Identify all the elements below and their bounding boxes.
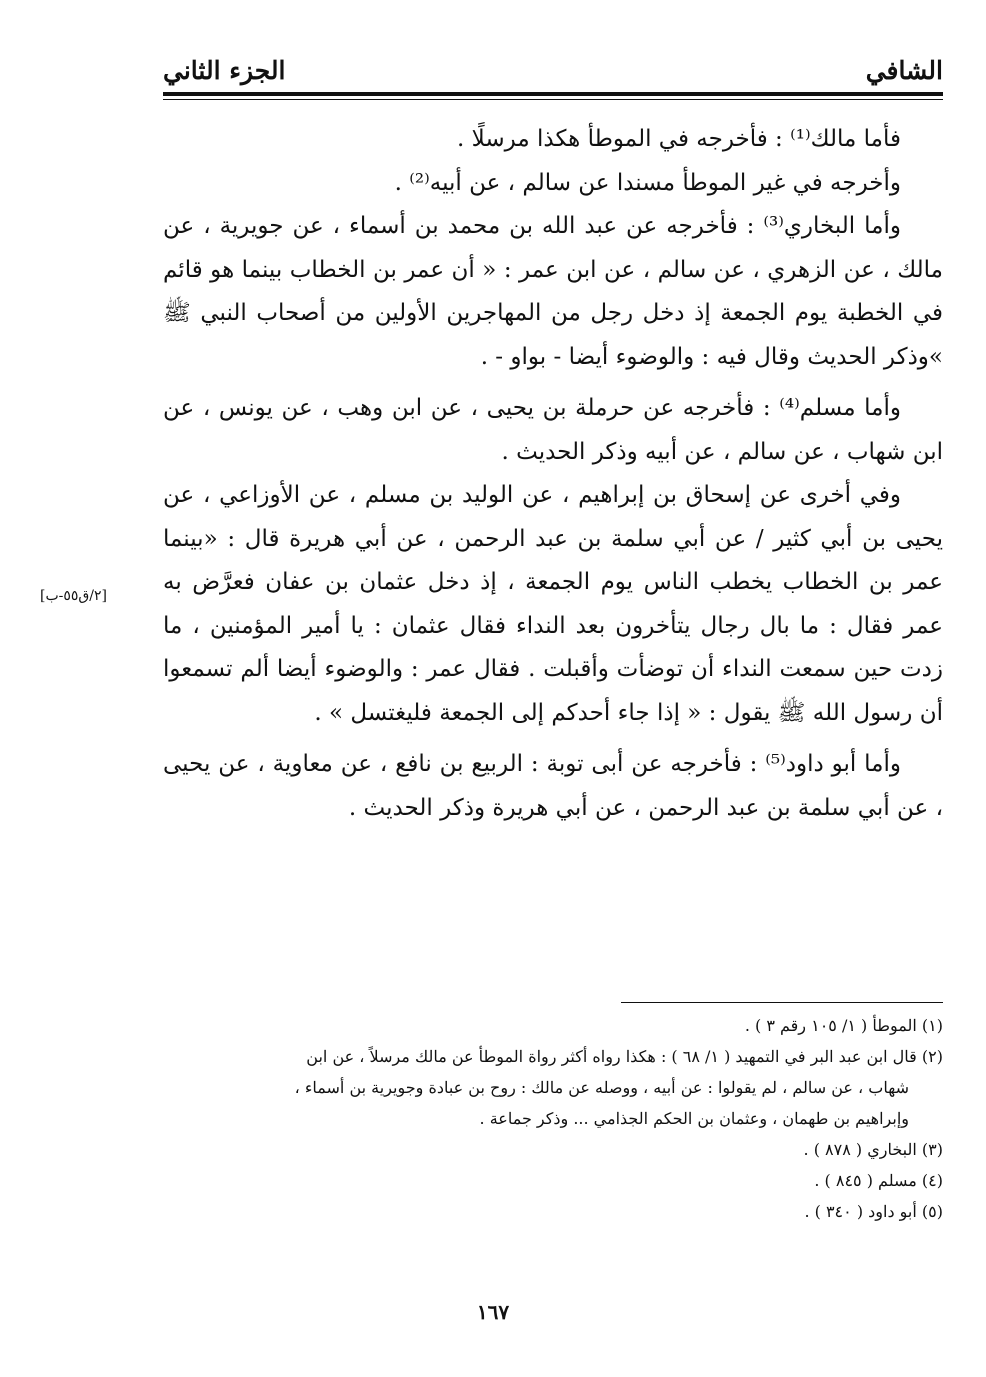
paragraph-bukhari: وأما البخاري⁽³⁾ : فأخرجه عن عبد الله بن محمد بن أسماء ، عن جويرية ، عن مالك ، عن الزهري ، عن سالم ، عن ابن عمر : « أن عمر بن الخطاب بينما هو قائم في الخطبة يوم الجمعة إذ دخل رجل من المهاجرين الأولين من أصحاب النبي ﷺ »وذكر الحديث وقال فيه : والوضوء أيضا - بواو - .: [163, 213, 943, 370]
page-number: ١٦٧: [476, 1300, 510, 1324]
header-rule-thick: [163, 92, 943, 96]
header-rule-thin: [163, 99, 943, 100]
footnote-separator: [621, 1002, 943, 1003]
book-title: الشافي: [865, 56, 943, 85]
footnote-1: (١) الموطأ ( ١/ ١٠٥ رقم ٣ ) .: [744, 1016, 943, 1035]
footnote-3: (٣) البخاري ( ٨٧٨ ) .: [803, 1140, 943, 1159]
running-header: [163, 56, 943, 90]
footnote-2-line-3: وإبراهيم بن طهمان ، وعثمان بن الحكم الجذامي ... وذكر جماعة .: [479, 1109, 909, 1128]
footnote-2: (٢) قال ابن عبد البر في التمهيد ( ١/ ٦٨ ) : هكذا رواه أكثر رواة الموطأ عن مالك مرسلاً ، عن ابن: [306, 1047, 943, 1066]
footnote-2-line-2: شهاب ، عن سالم ، لم يقولوا : عن أبيه ، ووصله عن مالك : روح بن عبادة وجويرية بن أسماء ،: [294, 1078, 909, 1097]
paragraph-muslim-other: وفي أخرى عن إسحاق بن إبراهيم ، عن الوليد بن مسلم ، عن الأوزاعي ، عن يحيى بن أبي كثير / عن أبي سلمة بن عبد الرحمن ، عن أبي هريرة قال : «بينما عمر بن الخطاب يخطب الناس يوم الجمعة ، إذ دخل عثمان بن عفان فعرَّض به عمر فقال : ما بال رجال يتأخرون بعد النداء فقال عثمان : يا أمير المؤمنين ، ما زدت حين سمعت النداء أن توضأت وأقبلت . فقال عمر : والوضوء أيضا ألم تسمعوا أن رسول الله ﷺ يقول : « إذا جاء أحدكم إلى الجمعة فليغتسل » .: [163, 482, 944, 726]
paragraph-malik-musnad: وأخرجه في غير الموطأ مسندا عن سالم ، عن أبيه⁽²⁾ .: [394, 169, 901, 196]
main-text: [163, 118, 943, 830]
paragraph-abu-dawud: وأما أبو داود⁽⁵⁾ : فأخرجه عن أبى توبة : الربيع بن نافع ، عن معاوية ، عن يحيى ، عن أبي سلمة بن عبد الرحمن ، عن أبي هريرة وذكر الحديث .: [163, 751, 943, 821]
manuscript-folio-note: [٢/ق٥٥-ب]: [40, 588, 108, 604]
footnotes: [163, 1010, 943, 1227]
paragraph-malik: فأما مالك⁽¹⁾ : فأخرجه في الموطأ هكذا مرسلًا .: [457, 126, 901, 152]
footnote-5: (٥) أبو داود ( ٣٤٠ ) .: [804, 1202, 943, 1221]
paragraph-muslim: وأما مسلم⁽⁴⁾ : فأخرجه عن حرملة بن يحيى ، عن ابن وهب ، عن يونس ، عن ابن شهاب ، عن سالم ، عن أبيه وذكر الحديث .: [163, 395, 943, 465]
volume-label: الجزء الثاني: [163, 56, 286, 85]
footnote-4: (٤) مسلم ( ٨٤٥ ) .: [814, 1171, 943, 1190]
